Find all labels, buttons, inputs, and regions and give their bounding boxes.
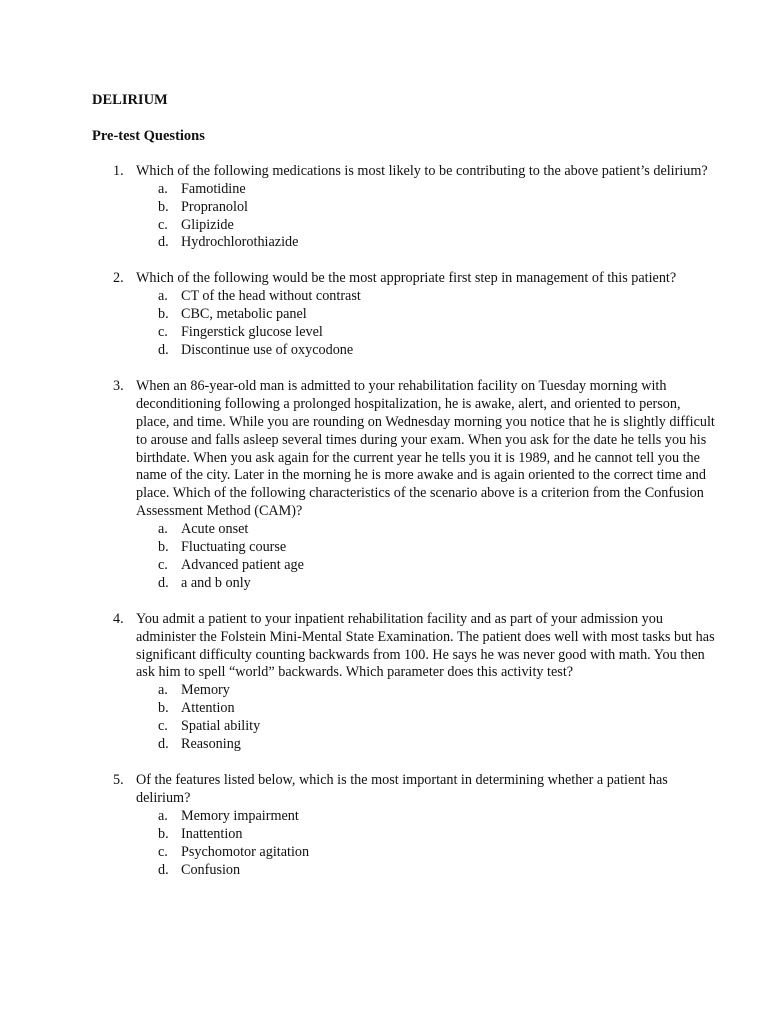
option-letter: d.	[158, 736, 169, 753]
question-list	[92, 162, 715, 880]
option-item	[136, 862, 716, 880]
question-3	[92, 378, 716, 593]
question-2	[92, 270, 716, 360]
option-text: Attention	[181, 700, 235, 717]
option-text: Hydrochlorothiazide	[181, 234, 299, 251]
question-4	[92, 611, 716, 754]
option-item	[136, 736, 716, 754]
option-letter: a.	[158, 288, 168, 305]
option-item	[136, 181, 716, 199]
option-item	[136, 521, 716, 539]
option-letter: c.	[158, 843, 168, 860]
question-5	[92, 772, 716, 879]
option-item	[136, 199, 716, 217]
option-text: Memory impairment	[181, 807, 299, 824]
option-item	[136, 342, 716, 360]
option-item	[136, 539, 716, 557]
option-text: Psychomotor agitation	[181, 843, 310, 860]
option-list	[136, 181, 716, 253]
option-text: Famotidine	[181, 180, 246, 197]
option-text: Memory	[181, 682, 230, 699]
option-letter: c.	[158, 556, 168, 573]
option-letter: c.	[158, 324, 168, 341]
option-text: Spatial ability	[181, 718, 261, 735]
option-item	[136, 234, 716, 252]
question-number: 1.	[113, 162, 124, 179]
option-letter: b.	[158, 198, 169, 215]
option-letter: a.	[158, 180, 168, 197]
option-item	[136, 306, 716, 324]
option-text: Fingerstick glucose level	[181, 324, 323, 341]
option-item	[136, 324, 716, 342]
question-text: When an 86-year-old man is admitted to your rehabilitation facility on Tuesday morning with deconditioning following a prolonged hospitalization, he is awake, alert, and oriented to person, place, and time. While you are rounding on Wednesday morning you notice that he is slightly difficult to arouse and falls asleep several times during your exam. When you ask for the date he tells you his birthdate. When you ask again for the current year he tells you it is 1989, and he cannot tell you the name of the city. Later in the morning he is more awake and is again oriented to the correct time and place. Which of the following characteristics of the scenario above is a criterion from the Confusion Assessment Method (CAM)?	[136, 377, 715, 520]
question-number: 3.	[113, 377, 124, 394]
question-number: 5.	[113, 772, 124, 788]
option-letter: a.	[158, 521, 168, 538]
option-text: Fluctuating course	[181, 539, 287, 556]
question-text: Which of the following medications is most likely to be contributing to the above patient’s delirium?	[136, 162, 708, 179]
option-list	[136, 682, 716, 754]
question-1	[92, 163, 716, 253]
option-text: Inattention	[181, 825, 243, 842]
option-letter: c.	[158, 718, 168, 735]
question-number: 2.	[113, 270, 124, 287]
option-text: Confusion	[181, 861, 241, 878]
question-text: Which of the following would be the most appropriate first step in management of this patient?	[136, 270, 677, 287]
option-letter: b.	[158, 700, 169, 717]
section-title: Pre-test Questions	[92, 127, 205, 144]
option-letter: b.	[158, 539, 169, 556]
option-text: Propranolol	[181, 198, 248, 215]
option-item	[136, 575, 716, 593]
option-letter: c.	[158, 216, 168, 233]
option-text: a and b only	[181, 574, 251, 591]
option-letter: a.	[158, 807, 168, 824]
option-item	[136, 700, 716, 718]
option-item	[136, 808, 716, 826]
option-item	[136, 682, 716, 700]
option-text: Advanced patient age	[181, 556, 304, 573]
option-letter: b.	[158, 306, 169, 323]
option-list	[136, 808, 716, 880]
option-text: Reasoning	[181, 736, 241, 753]
question-number: 4.	[113, 610, 124, 627]
option-letter: d.	[158, 574, 169, 591]
option-item	[136, 826, 716, 844]
option-letter: d.	[158, 861, 169, 878]
option-list	[136, 521, 716, 593]
option-item	[136, 844, 716, 862]
option-text: Glipizide	[181, 216, 234, 233]
option-text: Discontinue use of oxycodone	[181, 341, 354, 358]
option-letter: d.	[158, 234, 169, 251]
option-item	[136, 288, 716, 306]
option-list	[136, 288, 716, 360]
option-text: CT of the head without contrast	[181, 288, 361, 305]
option-item	[136, 718, 716, 736]
document-title: DELIRIUM	[92, 92, 168, 108]
option-text: CBC, metabolic panel	[181, 306, 307, 323]
option-letter: a.	[158, 682, 168, 699]
option-letter: d.	[158, 341, 169, 358]
question-text: You admit a patient to your inpatient rehabilitation facility and as part of your admission you administer the Folstein Mini-Mental State Examination. The patient does well with most tasks but has significant difficulty counting backwards from 100. He says he was never good with math. You then ask him to spell “world” backwards. Which parameter does this activity test?	[136, 610, 715, 681]
option-item	[136, 217, 716, 235]
option-text: Acute onset	[181, 521, 249, 538]
option-item	[136, 557, 716, 575]
question-text: Of the features listed below, which is the most important in determining whether a patient has delirium?	[136, 772, 668, 806]
option-letter: b.	[158, 825, 169, 842]
